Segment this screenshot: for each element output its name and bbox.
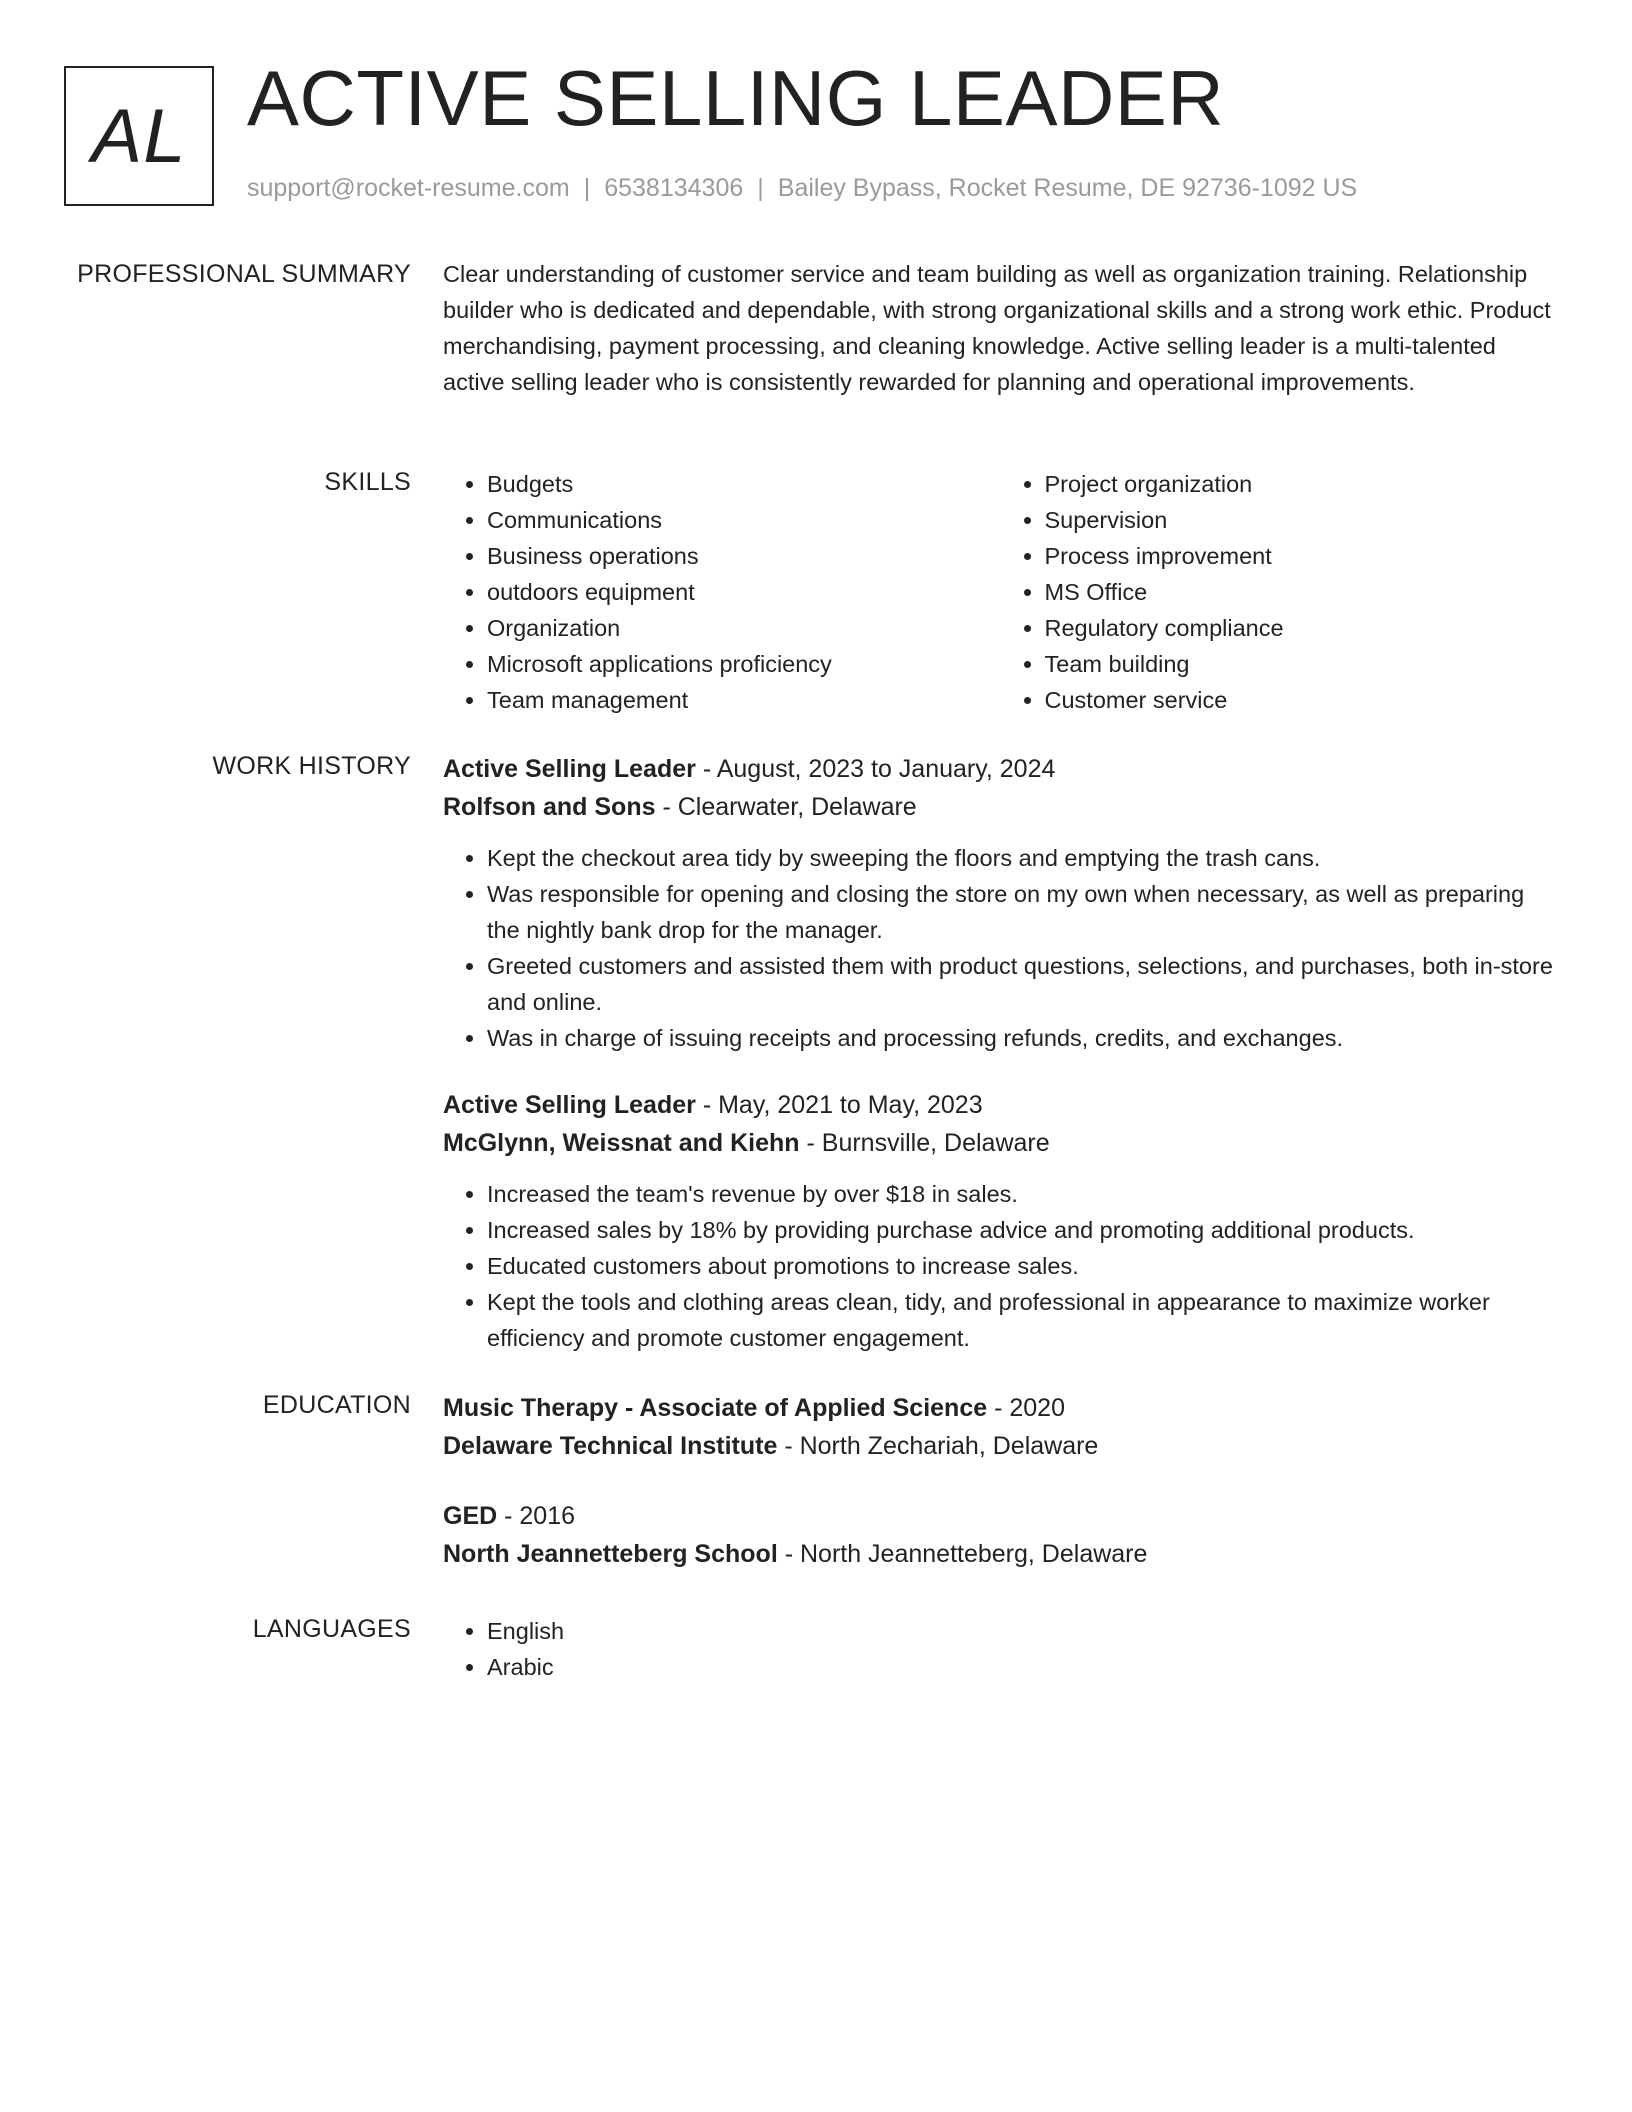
work-history-body: [443, 750, 1558, 1356]
contact-separator: |: [583, 174, 591, 202]
job-dates: - August, 2023 to January, 2024: [695, 755, 1056, 783]
contact-separator: |: [757, 174, 764, 202]
job-bullet: • Kept the checkout area tidy by sweeping the floors and emptying the trash cans.: [487, 840, 1558, 876]
education-school: North Jeannetteberg School: [443, 1540, 778, 1568]
job-title-line: [443, 750, 1558, 788]
skill-item: • Business operations: [487, 538, 1001, 574]
skill-item: • Organization: [487, 610, 1001, 646]
education-school-line: [443, 1535, 1558, 1573]
section-label-work: WORK HISTORY: [212, 752, 411, 780]
skill-item: • MS Office: [1045, 574, 1559, 610]
job-bullet: • Kept the tools and clothing areas clean, tidy, and professional in appearance to maximize worker efficiency and promote customer engagement.: [487, 1284, 1558, 1356]
skill-item: • Supervision: [1045, 502, 1559, 538]
job-title-line: [443, 1086, 1558, 1124]
job-location: - Clearwater, Delaware: [655, 793, 917, 821]
contact-address: Bailey Bypass, Rocket Resume, DE 92736-1092 US: [777, 174, 1358, 202]
job-company: Rolfson and Sons: [443, 793, 656, 821]
job-location: - Burnsville, Delaware: [799, 1129, 1050, 1157]
education-school-line: [443, 1427, 1558, 1465]
skill-item: • Budgets: [487, 466, 1001, 502]
section-label-summary: PROFESSIONAL SUMMARY: [77, 260, 411, 288]
summary-text: Clear understanding of customer service and team building as well as organization training. Relationship builder who is dedicated and dependable, with strong organizational skills and a strong work ethic. Product merchandising, payment processing, and cleaning knowledge. Active selling leader is a multi-talented active selling leader who is consistently rewarded for planning and operational improvements.: [443, 261, 1551, 395]
education-degree-line: [443, 1497, 1558, 1535]
job-dates: - May, 2021 to May, 2023: [695, 1091, 983, 1119]
job-bullet: • Increased the team's revenue by over $18 in sales.: [487, 1176, 1558, 1212]
job-company-line: [443, 788, 1558, 826]
section-label-education: EDUCATION: [262, 1391, 411, 1419]
job-entry: [443, 750, 1558, 1056]
job-bullet: • Educated customers about promotions to increase sales.: [487, 1248, 1558, 1284]
contact-line: [247, 174, 1357, 203]
languages-body: [443, 1613, 1558, 1685]
job-entry: [443, 1086, 1558, 1356]
skill-item: • Team management: [487, 682, 1001, 718]
job-title: Active Selling Leader: [443, 1091, 696, 1119]
contact-phone: 6538134306: [604, 174, 744, 202]
section-label-skills: SKILLS: [324, 468, 411, 496]
job-company: McGlynn, Weissnat and Kiehn: [443, 1129, 800, 1157]
job-bullets: [443, 1176, 1558, 1356]
education-degree-line: [443, 1389, 1558, 1427]
skills-list-right: [1001, 466, 1559, 718]
monogram-text: AL: [91, 93, 187, 179]
job-bullet: • Increased sales by 18% by providing purchase advice and promoting additional products.: [487, 1212, 1558, 1248]
skills-list-left: [443, 466, 1001, 718]
education-year: - 2016: [497, 1502, 576, 1530]
skill-item: • Customer service: [1045, 682, 1559, 718]
skill-item: • Process improvement: [1045, 538, 1559, 574]
languages-list: [443, 1613, 1558, 1685]
candidate-name: ACTIVE SELLING LEADER: [247, 54, 1225, 142]
job-bullet: • Greeted customers and assisted them with product questions, selections, and purchases, both in-store and online.: [487, 948, 1558, 1020]
education-degree: Music Therapy - Associate of Applied Science: [443, 1394, 988, 1422]
language-item: • Arabic: [487, 1649, 1558, 1685]
education-entry: [443, 1497, 1558, 1573]
skill-item: • Team building: [1045, 646, 1559, 682]
education-school: Delaware Technical Institute: [443, 1432, 778, 1460]
skill-item: • Project organization: [1045, 466, 1559, 502]
skill-item: • Regulatory compliance: [1045, 610, 1559, 646]
education-entry: [443, 1389, 1558, 1465]
education-year: - 2020: [987, 1394, 1065, 1422]
job-bullet: • Was responsible for opening and closing the store on my own when necessary, as well as preparing the nightly bank drop for the manager.: [487, 876, 1558, 948]
education-location: - North Zechariah, Delaware: [777, 1432, 1099, 1460]
monogram-box: [64, 66, 214, 206]
skills-columns: [443, 466, 1558, 718]
education-location: - North Jeannetteberg, Delaware: [777, 1540, 1148, 1568]
job-company-line: [443, 1124, 1558, 1162]
skill-item: • outdoors equipment: [487, 574, 1001, 610]
skill-item: • Microsoft applications proficiency: [487, 646, 1001, 682]
job-bullet: • Was in charge of issuing receipts and processing refunds, credits, and exchanges.: [487, 1020, 1558, 1056]
skill-item: • Communications: [487, 502, 1001, 538]
job-title: Active Selling Leader: [443, 755, 696, 783]
language-item: • English: [487, 1613, 1558, 1649]
education-body: [443, 1389, 1558, 1573]
education-degree: GED: [443, 1502, 498, 1530]
job-bullets: [443, 840, 1558, 1056]
section-label-languages: LANGUAGES: [252, 1615, 411, 1643]
contact-email: support@rocket-resume.com: [247, 174, 570, 202]
